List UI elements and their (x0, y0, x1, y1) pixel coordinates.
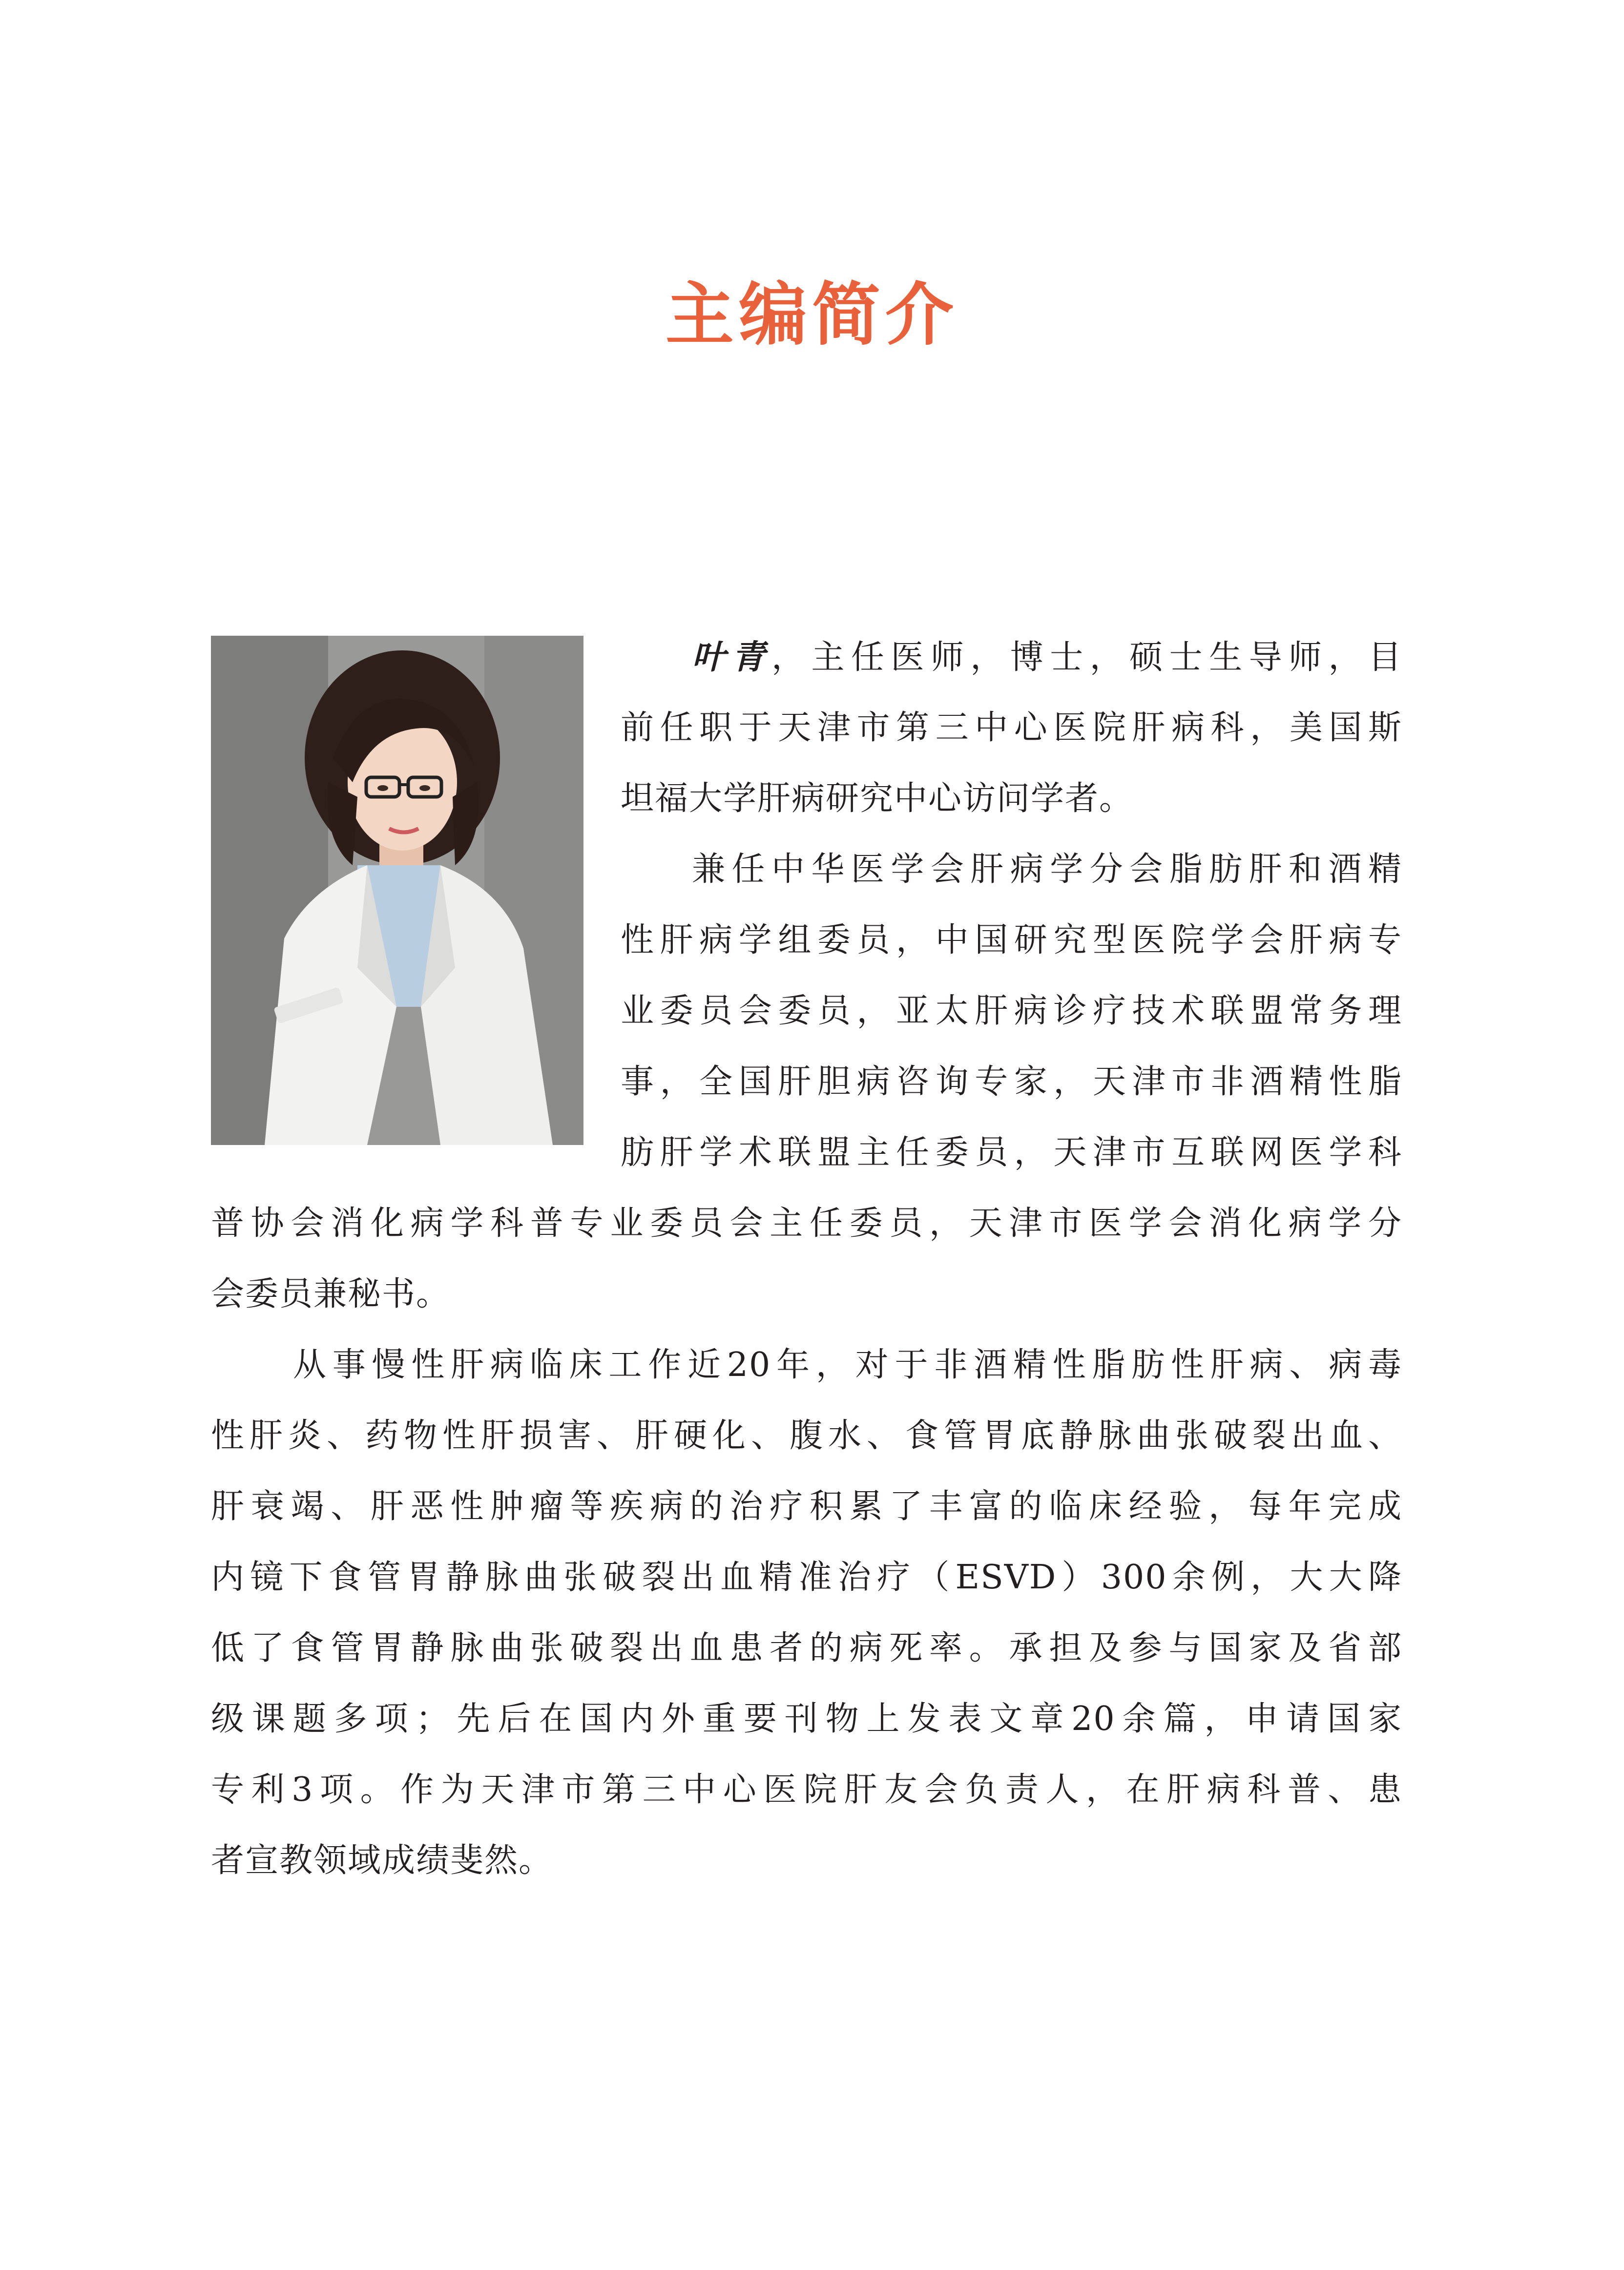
bio-line-14: 内镜下食管胃静脉曲张破裂出血精准治疗（ESVD）300余例，大大降 (211, 1558, 1402, 1597)
page-title: 主编简介 (665, 275, 958, 355)
bio-line-10: 会委员兼秘书。 (211, 1275, 451, 1313)
bio-line-3: 坦福大学肝病研究中心访问学者。 (621, 779, 1134, 818)
bio-line-1: 叶青，主任医师，博士，硕士生导师，目 (692, 638, 1402, 677)
bio-line-9: 普协会消化病学科普专业委员会主任委员，天津市医学会消化病学分 (211, 1204, 1402, 1243)
bio-line-13: 肝衰竭、肝恶性肿瘤等疾病的治疗积累了丰富的临床经验，每年完成 (211, 1487, 1402, 1526)
bio-line-12: 性肝炎、药物性肝损害、肝硬化、腹水、食管胃底静脉曲张破裂出血、 (211, 1416, 1402, 1455)
bio-line-18: 者宣教领域成绩斐然。 (211, 1841, 553, 1880)
bio-line-15: 低了食管胃静脉曲张破裂出血患者的病死率。承担及参与国家及省部 (211, 1629, 1402, 1667)
author-photo (211, 636, 583, 1145)
bio-line-4: 兼任中华医学会肝病学分会脂肪肝和酒精 (692, 850, 1402, 889)
bio-line-11: 从事慢性肝病临床工作近20年，对于非酒精性脂肪性肝病、病毒 (293, 1346, 1402, 1384)
bio-line-6: 业委员会委员，亚太肝病诊疗技术联盟常务理 (621, 992, 1402, 1030)
bio-line-16: 级课题多项；先后在国内外重要刊物上发表文章20余篇，申请国家 (211, 1700, 1402, 1738)
bio-line-7: 事，全国肝胆病咨询专家，天津市非酒精性脂 (621, 1062, 1402, 1101)
author-name: 叶青 (692, 638, 771, 677)
portrait-illustration (211, 636, 583, 1145)
bio-line-2: 前任职于天津市第三中心医院肝病科，美国斯 (621, 708, 1402, 747)
bio-line-8: 肪肝学术联盟主任委员，天津市互联网医学科 (621, 1133, 1402, 1172)
bio-line-5: 性肝病学组委员，中国研究型医院学会肝病专 (621, 921, 1402, 959)
bio-line-17: 专利3项。作为天津市第三中心医院肝友会负责人，在肝病科普、患 (211, 1770, 1402, 1809)
